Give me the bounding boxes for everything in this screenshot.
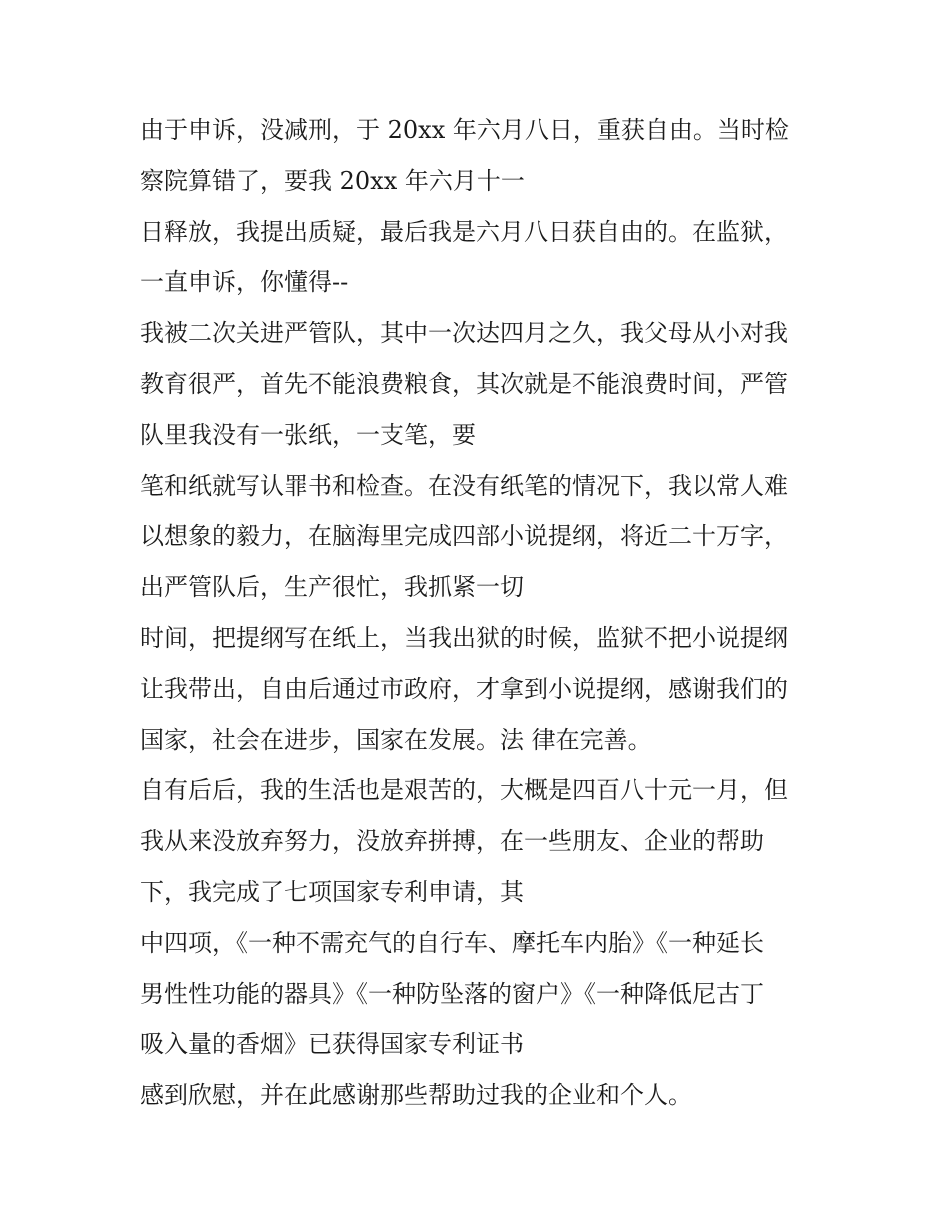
body-text (140, 108, 820, 1124)
text-line: 一直申诉，你懂得-- (140, 268, 349, 297)
text-line: 让我带出，自由后通过市政府，才拿到小说提纲，感谢我们的 (140, 674, 788, 703)
text-line: 自有后后，我的生活也是艰苦的，大概是四百八十元一月，但 (140, 776, 788, 805)
text-line: 男性性功能的器具》《一种防坠落的窗户》《一种降低尼古丁 (140, 979, 764, 1008)
text-line: 国家，社会在进步，国家在发展。法 律在完善。 (140, 725, 652, 754)
text-line: 出严管队后，生产很忙，我抓紧一切 (140, 573, 524, 602)
text-line: 时间，把提纲写在纸上，当我出狱的时候，监狱不把小说提纲 (140, 623, 788, 652)
text-line: 由于申诉，没减刑，于 20xx 年六月八日，重获自由。当时检 (140, 116, 789, 144)
text-line: 我被二次关进严管队，其中一次达四月之久，我父母从小对我 (140, 319, 788, 348)
text-line: 日释放，我提出质疑，最后我是六月八日获自由的。在监狱， (140, 217, 788, 246)
text-line: 感到欣慰，并在此感谢那些帮助过我的企业和个人。 (140, 1081, 692, 1110)
text-line: 笔和纸就写认罪书和检查。在没有纸笔的情况下，我以常人难 (140, 471, 788, 500)
text-line: 吸入量的香烟》已获得国家专利证书 (140, 1030, 524, 1059)
text-line: 中四项，《一种不需充气的自行车、摩托车内胎》《一种延长 (140, 928, 764, 957)
text-line: 以想象的毅力，在脑海里完成四部小说提纲，将近二十万字， (140, 522, 788, 551)
text-line: 下，我完成了七项国家专利申请，其 (140, 877, 524, 906)
text-line: 教育很严，首先不能浪费粮食，其次就是不能浪费时间，严管 (140, 369, 788, 398)
text-line: 察院算错了，要我 20xx 年六月十一 (140, 166, 525, 195)
text-line: 队里我没有一张纸，一支笔，要 (140, 420, 476, 449)
text-line: 我从来没放弃努力，没放弃拼搏，在一些朋友、企业的帮助 (140, 827, 764, 856)
